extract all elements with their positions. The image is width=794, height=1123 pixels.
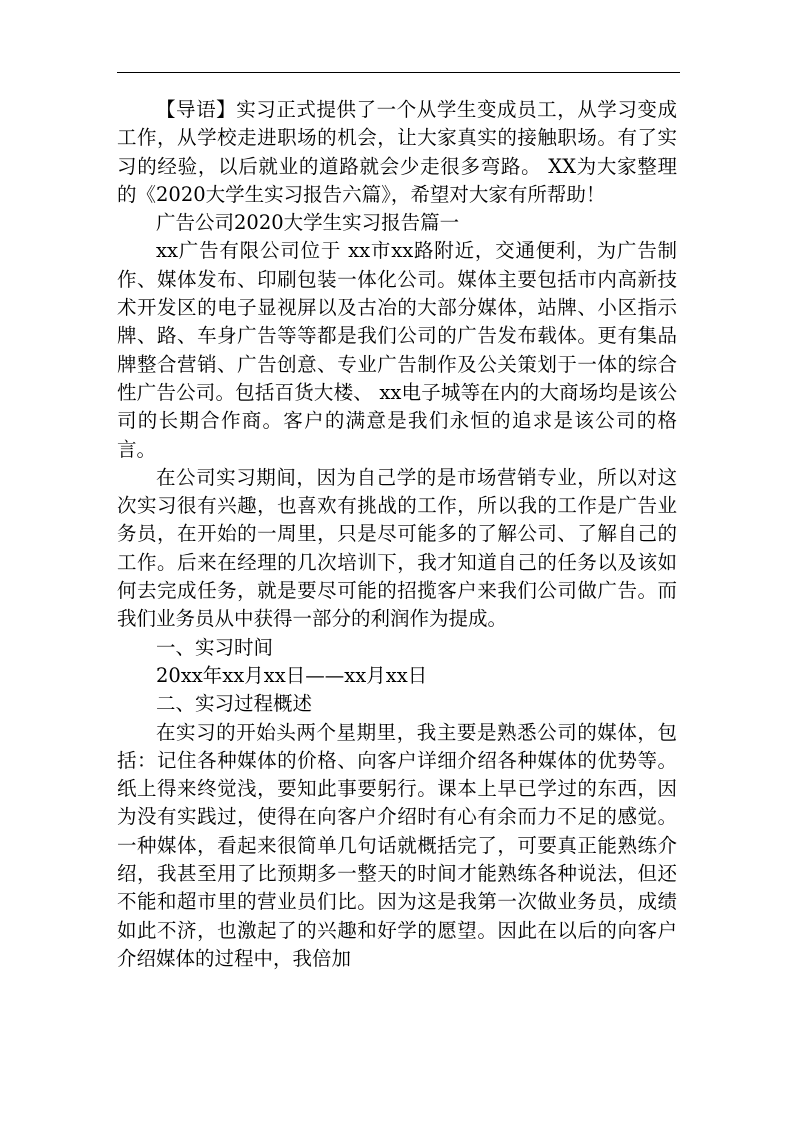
internship-period: 20xx年xx月xx日——xx月xx日 xyxy=(156,663,428,687)
section-title: 广告公司2020大学生实习报告篇一 xyxy=(156,211,460,235)
header-rule xyxy=(117,72,680,73)
intro-paragraph: 【导语】实习正式提供了一个从学生变成员工，从学习变成工作，从学校走进职场的机会，让大家真实的接触职场。有了实习的经验，以后就业的道路就会少走很多弯路。 XX为大家整理的《2020大学生实习报告六篇》，希望对大家有所帮助！ xyxy=(117,98,677,206)
document-body xyxy=(117,96,677,973)
section-heading-overview: 二、实习过程概述 xyxy=(156,692,313,716)
section-heading-time: 一、实习时间 xyxy=(156,635,274,659)
body-paragraph: 在公司实习期间，因为自己学的是市场营销专业，所以对这次实习很有兴趣，也喜欢有挑战的工作，所以我的工作是广告业务员，在开始的一周里，只是尽可能多的了解公司、了解自己的工作。后来在经理的几次培训下，我才知道自己的任务以及该如何去完成任务，就是要尽可能的招揽客户来我们公司做广告。而我们业务员从中获得一部分的利润作为提成。 xyxy=(117,465,677,631)
body-paragraph: 在实习的开始头两个星期里，我主要是熟悉公司的媒体，包括：记住各种媒体的价格、向客户详细介绍各种媒体的优势等。纸上得来终觉浅，要知此事要躬行。课本上早已学过的东西，因为没有实践过，使得在向客户介绍时有心有余而力不足的感觉。一种媒体，看起来很简单几句话就概括完了，可要真正能熟练介绍，我甚至用了比预期多一整天的时间才能熟练各种说法，但还不能和超市里的营业员们比。因为这是我第一次做业务员，成绩如此不济，也激起了的兴趣和好学的愿望。因此在以后的向客户介绍媒体的过程中，我倍加 xyxy=(117,720,677,970)
body-paragraph: xx广告有限公司位于 xx市xx路附近，交通便利，为广告制作、媒体发布、印刷包装一体化公司。媒体主要包括市内高新技术开发区的电子显视屏以及古冶的大部分媒体，站牌、小区指示牌、路、车身广告等等都是我们公司的广告发布载体。更有集品牌整合营销、广告创意、专业广告制作及公关策划于一体的综合性广告公司。包括百货大楼、 xx电子城等在内的大商场均是该公司的长期合作商。客户的满意是我们永恒的追求是该公司的格言。 xyxy=(117,239,677,461)
